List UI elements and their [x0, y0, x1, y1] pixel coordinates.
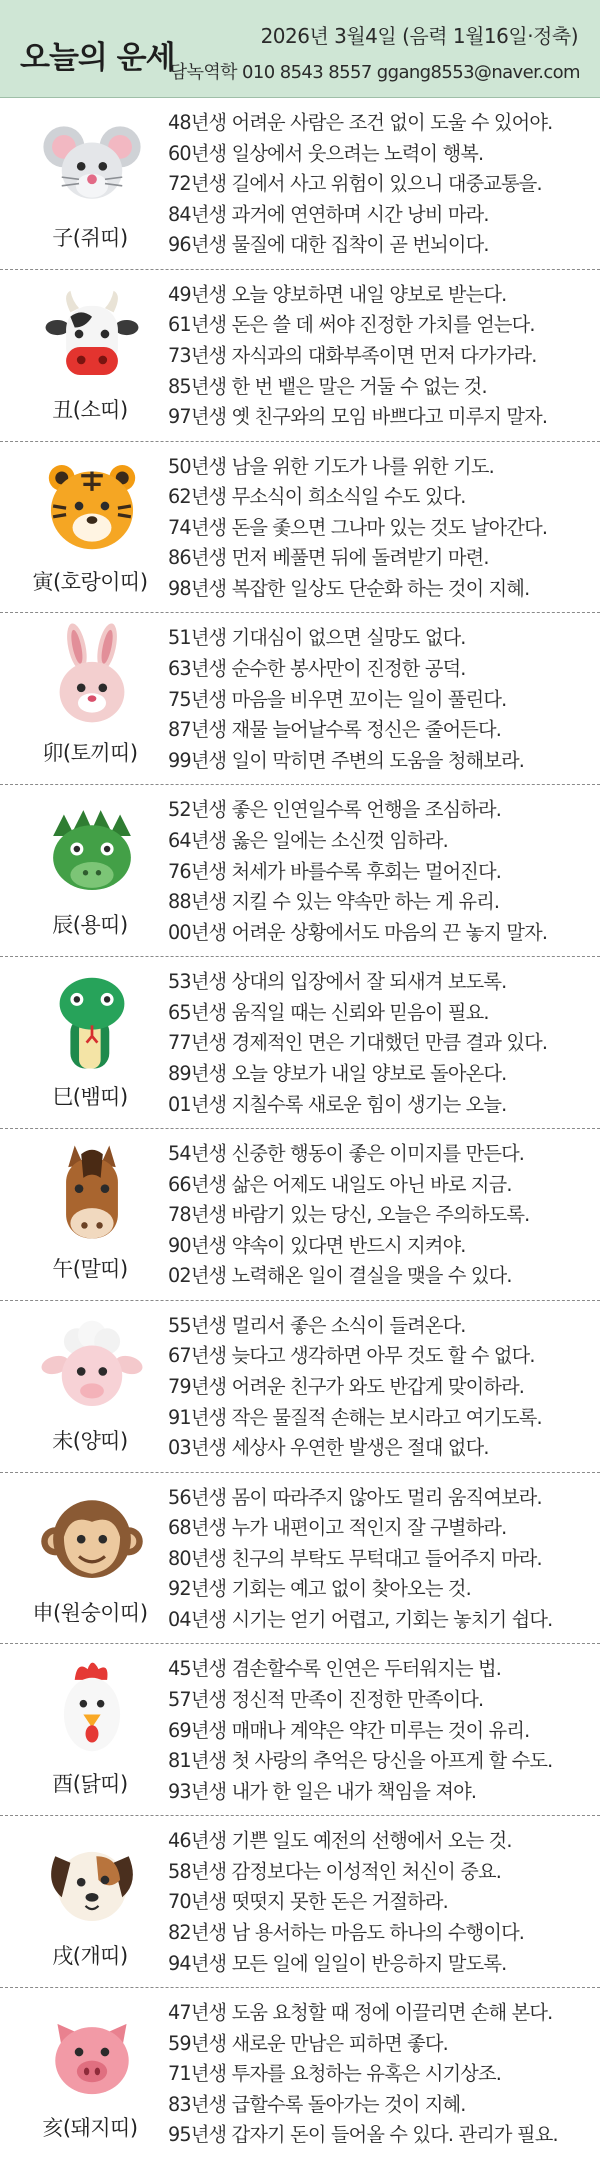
fortune-line: 90년생 약속이 있다면 반드시 지켜야.	[168, 1233, 466, 1257]
zodiac-row	[0, 1644, 600, 1816]
fortune-line: 00년생 어려운 상황에서도 마음의 끈 놓지 말자.	[168, 920, 548, 944]
fortune-line: 53년생 상대의 입장에서 잘 되새겨 보도록.	[168, 970, 507, 994]
zodiac-label: 未(양띠)	[52, 1428, 128, 1453]
fortune-line: 75년생 마음을 비우면 꼬이는 일이 풀린다.	[168, 687, 507, 711]
fortune-lines	[168, 1139, 592, 1292]
header	[0, 0, 600, 98]
zodiac-list	[0, 98, 600, 2160]
fortune-line: 89년생 오늘 양보가 내일 양보로 돌아온다.	[168, 1061, 507, 1085]
fortune-line: 99년생 일이 막히면 주변의 도움을 청해보라.	[168, 748, 525, 772]
fortune-lines	[168, 1311, 592, 1464]
fortune-line: 85년생 한 번 뱉은 말은 거둘 수 없는 것.	[168, 374, 487, 398]
fortune-line: 68년생 누가 내편이고 적인지 잘 구별하라.	[168, 1516, 507, 1540]
zodiac-row	[0, 1816, 600, 1988]
fortune-line: 69년생 매매나 계약은 약간 미루는 것이 유리.	[168, 1718, 530, 1742]
fortune-lines	[168, 967, 592, 1120]
fortune-lines	[168, 1654, 592, 1807]
fortune-line: 83년생 급할수록 돌아가는 것이 지혜.	[168, 2092, 466, 2116]
fortune-line: 46년생 기쁜 일도 예전의 선행에서 오는 것.	[168, 1829, 512, 1853]
zodiac-label: 申(원숭이띠)	[32, 1600, 148, 1625]
fortune-line: 61년생 돈은 쓸 데 써야 진정한 가치를 얻는다.	[168, 313, 535, 337]
fortune-line: 52년생 좋은 인연일수록 언행을 조심하라.	[168, 798, 502, 822]
zodiac-label: 巳(뱀띠)	[52, 1085, 128, 1110]
fortune-line: 87년생 재물 늘어날수록 정신은 줄어든다.	[168, 718, 502, 742]
fortune-line: 65년생 움직일 때는 신뢰와 믿음이 필요.	[168, 1000, 489, 1024]
zodiac-row	[0, 98, 600, 270]
fortune-line: 60년생 일상에서 웃으려는 노력이 행복.	[168, 141, 484, 165]
date-line: 2026년 3월4일 (음력 1월16일·정축)	[260, 24, 578, 48]
contact-line: 담녹역학 010 8543 8557 ggang8553@naver.com	[169, 62, 580, 83]
fortune-line: 78년생 바람기 있는 당신, 오늘은 주의하도록.	[168, 1203, 530, 1227]
fortune-line: 02년생 노력해온 일이 결실을 맺을 수 있다.	[168, 1264, 512, 1288]
fortune-line: 97년생 옛 친구와의 모임 바쁘다고 미루지 말자.	[168, 405, 548, 429]
page-title: 오늘의 운세	[20, 40, 175, 76]
fortune-line: 47년생 도움 요청할 때 정에 이끌리면 손해 본다.	[168, 2001, 553, 2025]
fortune-line: 94년생 모든 일에 일일이 반응하지 말도록.	[168, 1951, 507, 1975]
fortune-line: 71년생 투자를 요청하는 유혹은 시기상조.	[168, 2062, 502, 2086]
zodiac-row	[0, 1473, 600, 1645]
fortune-line: 03년생 세상사 우연한 발생은 절대 없다.	[168, 1436, 489, 1460]
fortune-lines	[168, 795, 592, 948]
zodiac-label: 子(쥐띠)	[52, 226, 128, 250]
fortune-line: 59년생 새로운 만남은 피하면 좋다.	[168, 2031, 448, 2055]
pig-icon	[38, 1998, 146, 2106]
fortune-line: 95년생 갑자기 돈이 들어올 수 있다. 관리가 필요.	[168, 2123, 558, 2147]
fortune-line: 77년생 경제적인 면은 기대했던 만큼 결과 있다.	[168, 1031, 548, 1055]
fortune-lines	[168, 1483, 592, 1636]
zodiac-label: 戌(개띠)	[52, 1944, 128, 1969]
dog-icon	[38, 1826, 146, 1934]
zodiac-row	[0, 957, 600, 1129]
fortune-line: 54년생 신중한 행동이 좋은 이미지를 만든다.	[168, 1141, 525, 1165]
fortune-line: 81년생 첫 사랑의 추억은 당신을 아프게 할 수도.	[168, 1749, 553, 1773]
fortune-lines	[168, 108, 592, 261]
fortune-line: 82년생 남 용서하는 마음도 하나의 수행이다.	[168, 1921, 525, 1945]
zodiac-row	[0, 785, 600, 957]
fortune-line: 48년생 어려운 사람은 조건 없이 도울 수 있어야.	[168, 111, 553, 134]
fortune-line: 57년생 정신적 만족이 진정한 만족이다.	[168, 1688, 484, 1712]
zodiac-label: 亥(돼지띠)	[42, 2116, 138, 2141]
fortune-line: 01년생 지칠수록 새로운 힘이 생기는 오늘.	[168, 1092, 507, 1116]
fortune-line: 76년생 처세가 바를수록 후회는 멀어진다.	[168, 859, 502, 883]
zodiac-row	[0, 442, 600, 614]
zodiac-label: 酉(닭띠)	[52, 1772, 128, 1797]
fortune-line: 66년생 삶은 어제도 내일도 아닌 바로 지금.	[168, 1172, 512, 1196]
fortune-line: 49년생 오늘 양보하면 내일 양보로 받는다.	[168, 282, 507, 306]
zodiac-row	[0, 1988, 600, 2160]
fortune-line: 58년생 감정보다는 이성적인 처신이 중요.	[168, 1859, 502, 1883]
sheep-icon	[38, 1311, 146, 1419]
tiger-icon	[38, 452, 146, 560]
fortune-line: 51년생 기대심이 없으면 실망도 없다.	[168, 626, 466, 650]
rabbit-icon	[38, 623, 146, 731]
fortune-line: 96년생 물질에 대한 집착이 곧 번뇌이다.	[168, 233, 489, 257]
fortune-line: 62년생 무소식이 희소식일 수도 있다.	[168, 485, 466, 509]
dragon-icon	[38, 795, 146, 903]
fortune-lines	[168, 280, 592, 433]
fortune-line: 45년생 겸손할수록 인연은 두터워지는 법.	[168, 1657, 502, 1681]
snake-icon	[38, 967, 146, 1075]
zodiac-row	[0, 1301, 600, 1473]
fortune-lines	[168, 623, 592, 776]
monkey-icon	[38, 1483, 146, 1591]
fortune-line: 80년생 친구의 부탁도 무턱대고 들어주지 마라.	[168, 1546, 542, 1570]
zodiac-row	[0, 270, 600, 442]
fortune-line: 55년생 멀리서 좋은 소식이 들려온다.	[168, 1313, 466, 1337]
fortune-line: 70년생 떳떳지 못한 돈은 거절하라.	[168, 1890, 448, 1914]
zodiac-label: 丑(소띠)	[52, 397, 128, 422]
fortune-line: 04년생 시기는 얻기 어렵고, 기회는 놓치기 쉽다.	[168, 1608, 553, 1631]
fortune-line: 98년생 복잡한 일상도 단순화 하는 것이 지혜.	[168, 577, 530, 601]
zodiac-row	[0, 1129, 600, 1301]
fortune-line: 74년생 돈을 좇으면 그나마 있는 것도 날아간다.	[168, 515, 548, 539]
fortune-line: 50년생 남을 위한 기도가 나를 위한 기도.	[168, 454, 494, 478]
fortune-line: 86년생 먼저 베풀면 뒤에 돌려받기 마련.	[168, 546, 489, 570]
zodiac-label: 寅(호랑이띠)	[32, 569, 148, 594]
fortune-line: 72년생 길에서 사고 위험이 있으니 대중교통을.	[168, 172, 542, 196]
fortune-line: 91년생 작은 물질적 손해는 보시라고 여기도록.	[168, 1405, 542, 1429]
fortune-line: 67년생 늦다고 생각하면 아무 것도 할 수 없다.	[168, 1344, 535, 1368]
zodiac-row	[0, 613, 600, 785]
fortune-line: 92년생 기회는 예고 없이 찾아오는 것.	[168, 1577, 471, 1601]
fortune-line: 64년생 옳은 일에는 소신껏 임하라.	[168, 828, 448, 852]
fortune-line: 73년생 자식과의 대화부족이면 먼저 다가가라.	[168, 344, 537, 368]
fortune-line: 56년생 몸이 따라주지 않아도 멀리 움직여보라.	[168, 1485, 542, 1509]
zodiac-label: 辰(용띠)	[52, 913, 128, 938]
rooster-icon	[38, 1654, 146, 1762]
fortune-line: 63년생 순수한 봉사만이 진정한 공덕.	[168, 657, 466, 681]
rat-icon	[38, 108, 146, 216]
zodiac-label: 午(말띠)	[52, 1256, 128, 1281]
zodiac-label: 卯(토끼띠)	[42, 741, 138, 766]
fortune-line: 79년생 어려운 친구가 와도 반갑게 맞이하라.	[168, 1374, 525, 1398]
fortune-lines	[168, 452, 592, 605]
fortune-line: 93년생 내가 한 일은 내가 책임을 져야.	[168, 1779, 477, 1803]
fortune-line: 84년생 과거에 연연하며 시간 낭비 마라.	[168, 202, 489, 226]
fortune-line: 88년생 지킬 수 있는 약속만 하는 게 유리.	[168, 890, 500, 914]
horse-icon	[38, 1139, 146, 1247]
fortune-lines	[168, 1826, 592, 1979]
ox-icon	[38, 280, 146, 388]
fortune-lines	[168, 1998, 592, 2151]
